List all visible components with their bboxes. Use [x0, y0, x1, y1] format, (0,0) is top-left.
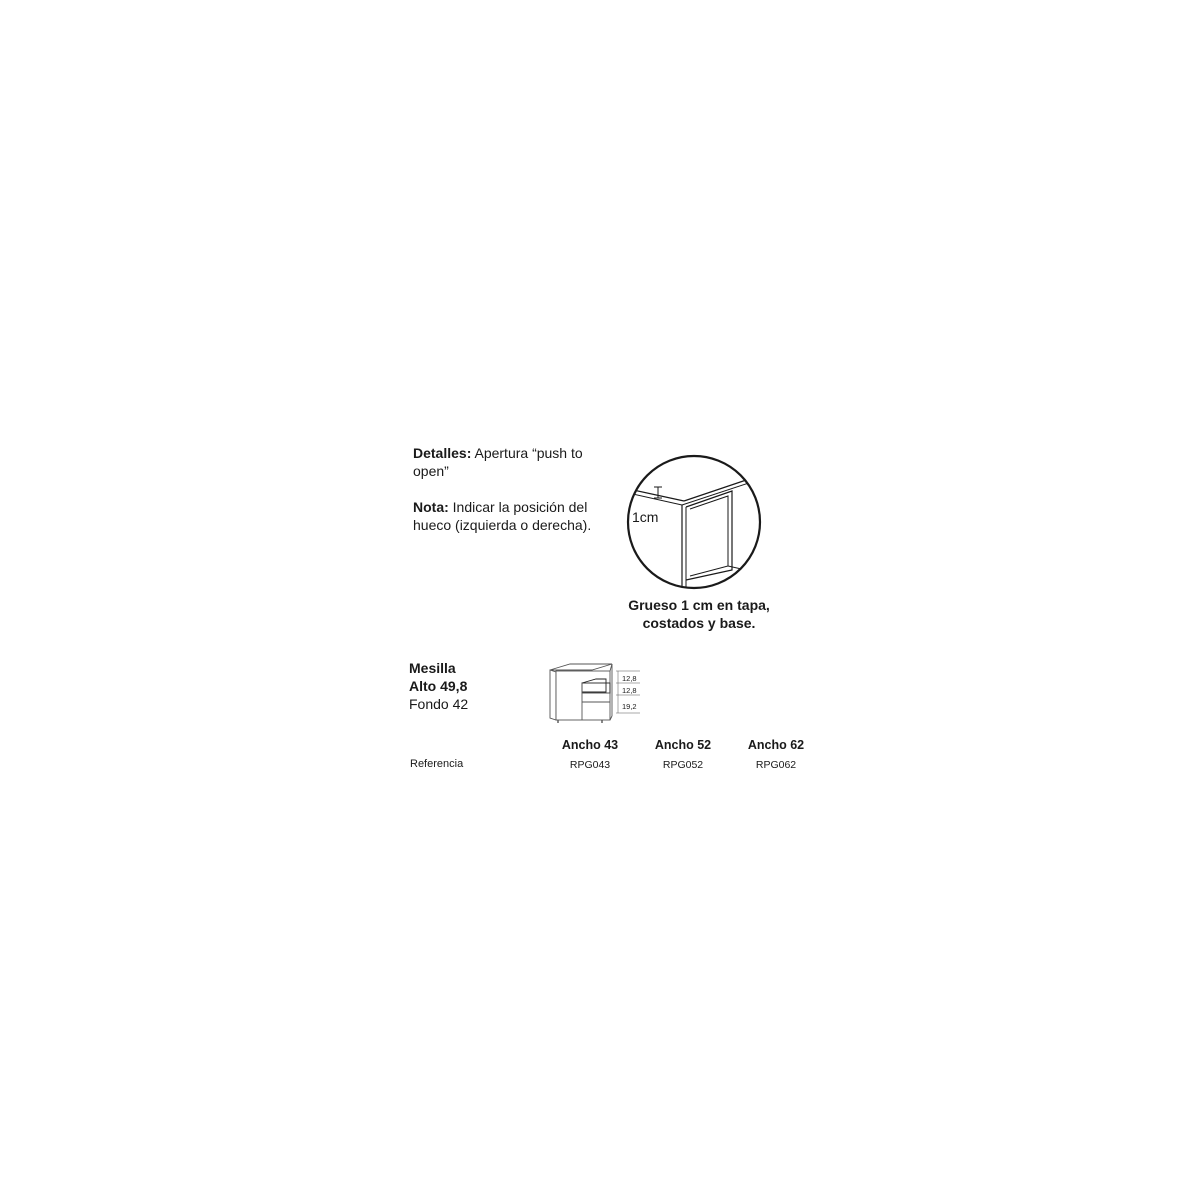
product-info	[409, 659, 468, 713]
product-name: Mesilla	[409, 660, 456, 676]
product-depth: Fondo 42	[409, 696, 469, 712]
product-height: Alto 49,8	[409, 678, 468, 694]
thickness-detail-illustration	[624, 452, 764, 592]
reference-label: Referencia	[410, 758, 464, 770]
drawer-dim-2: 12,8	[622, 686, 637, 695]
variant-width-62: Ancho 62	[747, 738, 805, 752]
nightstand-svg	[544, 662, 644, 724]
variant-width-52: Ancho 52	[654, 738, 712, 752]
drawer-dim-1: 12,8	[622, 674, 637, 683]
details-label: Detalles:	[413, 445, 472, 461]
thickness-caption	[606, 596, 792, 632]
note-text: Indicar la posición del hueco (izquierda o derecha).	[413, 499, 592, 533]
details-paragraph	[413, 444, 603, 480]
thickness-line-1: Grueso 1 cm en tapa,	[628, 597, 770, 613]
details-text: Apertura “push to open”	[413, 445, 583, 479]
drawer-dim-3: 19,2	[622, 702, 637, 711]
nightstand-drawing	[544, 662, 644, 724]
variant-reference-43: RPG043	[569, 759, 611, 771]
note-paragraph	[413, 498, 603, 534]
variant-width-43: Ancho 43	[561, 738, 619, 752]
variant-reference-62: RPG062	[755, 759, 797, 771]
thickness-line-2: costados y base.	[642, 615, 756, 631]
details-block	[413, 444, 603, 552]
variant-reference-52: RPG052	[662, 759, 704, 771]
note-label: Nota:	[413, 499, 449, 515]
detail-circle-svg	[624, 452, 764, 592]
dimension-label: 1cm	[632, 509, 659, 525]
